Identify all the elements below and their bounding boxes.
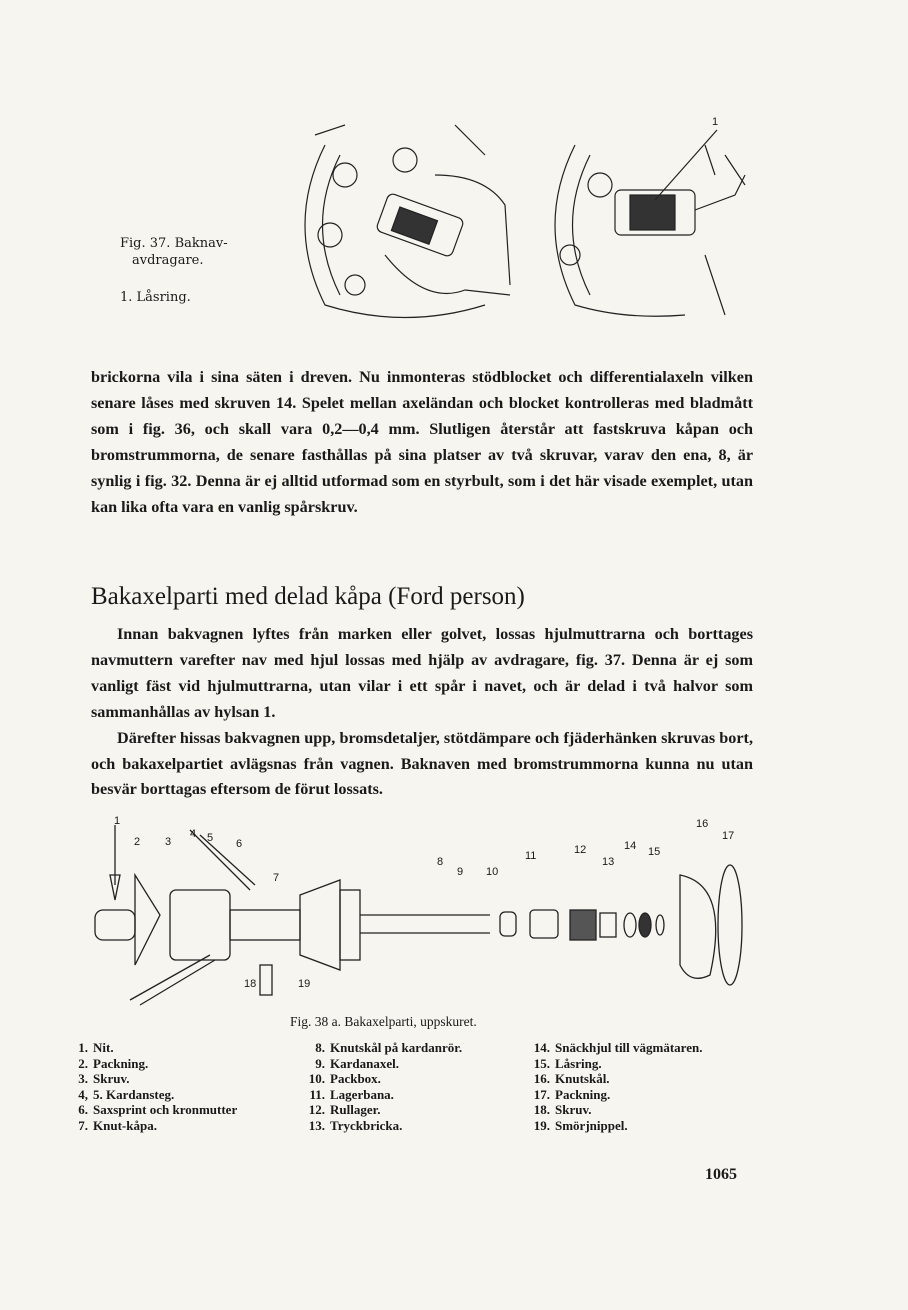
legend-item <box>66 1040 237 1056</box>
fig37-hub-puller-illustration <box>285 115 765 325</box>
legend-item <box>303 1056 462 1072</box>
legend-num: 11. <box>309 1086 325 1102</box>
legend-item <box>528 1071 702 1087</box>
fig38-callout-12: 12 <box>574 844 587 856</box>
legend-text: Rullager. <box>330 1102 381 1118</box>
legend-num: 8. <box>315 1040 325 1055</box>
legend-item <box>66 1071 237 1087</box>
legend-item <box>303 1040 462 1056</box>
legend-text: Saxsprint och kronmutter <box>93 1102 238 1118</box>
legend-item <box>66 1118 237 1134</box>
legend-text: Skruv. <box>555 1102 592 1118</box>
page-number: 1065 <box>705 1166 737 1183</box>
legend-item <box>66 1056 237 1072</box>
fig38-exploded-axle-diagram <box>90 815 750 1010</box>
legend-num: 2. <box>78 1055 88 1071</box>
fig38-caption: Fig. 38 a. Bakaxelparti, uppskuret. <box>290 1014 477 1029</box>
fig38-callout-19: 19 <box>298 978 311 990</box>
paragraph-2: Innan bakvagnen lyftes från marken eller golvet, lossas hjulmuttrarna och borttages navmuttern varefter nav med hjul lossas med hjälp av avdragare, fig. 37. Denna är ej som vanligt fäst vid hjulmuttrarna, utan vilar i ett spår i navet, och är delad i två halvor som sammanhållas av hylsan 1. <box>91 625 753 721</box>
legend-num: 15. <box>533 1055 550 1071</box>
legend-text: 5. Kardansteg. <box>93 1086 175 1102</box>
legend-item <box>66 1087 237 1103</box>
legend-text: Nit. <box>93 1040 114 1055</box>
legend-num: 1. <box>78 1040 88 1055</box>
fig38-callout-2: 2 <box>134 836 141 848</box>
fig38-callout-8: 8 <box>437 856 444 868</box>
fig38-callout-18: 18 <box>244 978 257 990</box>
legend-text: Knutskål. <box>555 1071 610 1087</box>
legend-text: Smörjnippel. <box>555 1117 628 1133</box>
fig37-callout-1: 1 <box>712 116 719 128</box>
paragraph-3: Därefter hissas bakvagnen upp, bromsdetaljer, stötdämpare och fjäderhänken skruvas bort, och bakaxelpartiet avlägsnas från vagnen. Baknaven med bromstrummorna kunna nu utan besvär borttagas eftersom de förut lossats. <box>91 728 753 799</box>
legend-item <box>303 1087 462 1103</box>
fig38-callout-3: 3 <box>165 836 172 848</box>
legend-num: 4, <box>78 1086 88 1102</box>
fig38-callout-5: 5 <box>207 832 214 844</box>
fig38-callout-4: 4 <box>190 828 197 840</box>
legend-text: Kardanaxel. <box>330 1055 399 1071</box>
legend-text: Knutskål på kardanrör. <box>330 1040 463 1055</box>
legend-text: Skruv. <box>93 1071 130 1087</box>
fig38-callout-17: 17 <box>722 830 735 842</box>
fig37-caption <box>120 235 228 269</box>
legend-text: Packbox. <box>330 1071 381 1087</box>
fig38-legend-col1 <box>66 1040 237 1134</box>
legend-num: 13. <box>308 1117 325 1133</box>
legend-num: 17. <box>533 1086 550 1102</box>
legend-num: 3. <box>78 1071 88 1087</box>
legend-num: 12. <box>308 1102 325 1118</box>
legend-num: 16. <box>533 1071 550 1087</box>
legend-text: Snäckhjul till vägmätaren. <box>555 1040 703 1055</box>
fig38-legend-col2 <box>303 1040 462 1134</box>
paragraph-1 <box>91 365 753 520</box>
fig37-legend: 1. Låsring. <box>120 290 191 305</box>
section-body <box>91 622 753 803</box>
legend-text: Packning. <box>93 1055 149 1071</box>
fig38-callout-1: 1 <box>114 815 121 827</box>
fig38-callout-7: 7 <box>273 872 280 884</box>
legend-num: 6. <box>78 1102 88 1118</box>
legend-text: Tryckbricka. <box>330 1117 403 1133</box>
legend-num: 14. <box>533 1040 550 1055</box>
legend-item <box>303 1102 462 1118</box>
legend-num: 9. <box>315 1055 325 1071</box>
legend-item <box>528 1118 702 1134</box>
section-heading: Bakaxelparti med delad kåpa (Ford person) <box>91 583 525 610</box>
fig38-callout-6: 6 <box>236 838 243 850</box>
fig37-caption-line1: Fig. 37. Baknav- <box>120 236 228 251</box>
legend-text: Lagerbana. <box>330 1086 394 1102</box>
fig37-caption-line2: avdragare. <box>132 253 204 268</box>
fig38-callout-9: 9 <box>457 866 464 878</box>
legend-item <box>528 1040 702 1056</box>
fig38-callout-10: 10 <box>486 866 499 878</box>
legend-item <box>528 1087 702 1103</box>
legend-item <box>303 1071 462 1087</box>
fig38-callout-13: 13 <box>602 856 615 868</box>
legend-item <box>303 1118 462 1134</box>
fig38-callout-14: 14 <box>624 840 637 852</box>
legend-num: 10. <box>308 1071 325 1087</box>
legend-item <box>528 1056 702 1072</box>
legend-num: 18. <box>533 1102 550 1118</box>
legend-text: Knut-kåpa. <box>93 1117 157 1133</box>
fig38-legend-col3 <box>528 1040 702 1134</box>
fig38-callout-15: 15 <box>648 846 661 858</box>
legend-item <box>528 1102 702 1118</box>
legend-text: Låsring. <box>555 1055 602 1071</box>
legend-num: 7. <box>78 1117 88 1133</box>
legend-text: Packning. <box>555 1086 611 1102</box>
legend-num: 19. <box>533 1117 550 1133</box>
legend-item <box>66 1102 237 1118</box>
fig38-callout-16: 16 <box>696 818 709 830</box>
fig38-callout-11: 11 <box>525 850 537 862</box>
paragraph-1-text: brickorna vila i sina säten i dreven. Nu inmonteras stödblocket och differentialaxeln vilken senare låses med skruven 14. Spelet mellan axeländan och blocket kontrolleras med bladmått som i fig. 36, och skall vara 0,2—0,4 mm. Slutligen återstår att fastskruva kåpan och bromstrummorna, de senare fasthållas på sina platser av två skruvar, varav den ena, 8, är synlig i fig. 32. Denna är ej alltid utformad som en styrbult, som i det här visade exemplet, utan kan lika ofta vara en vanlig spårskruv. <box>91 368 753 516</box>
